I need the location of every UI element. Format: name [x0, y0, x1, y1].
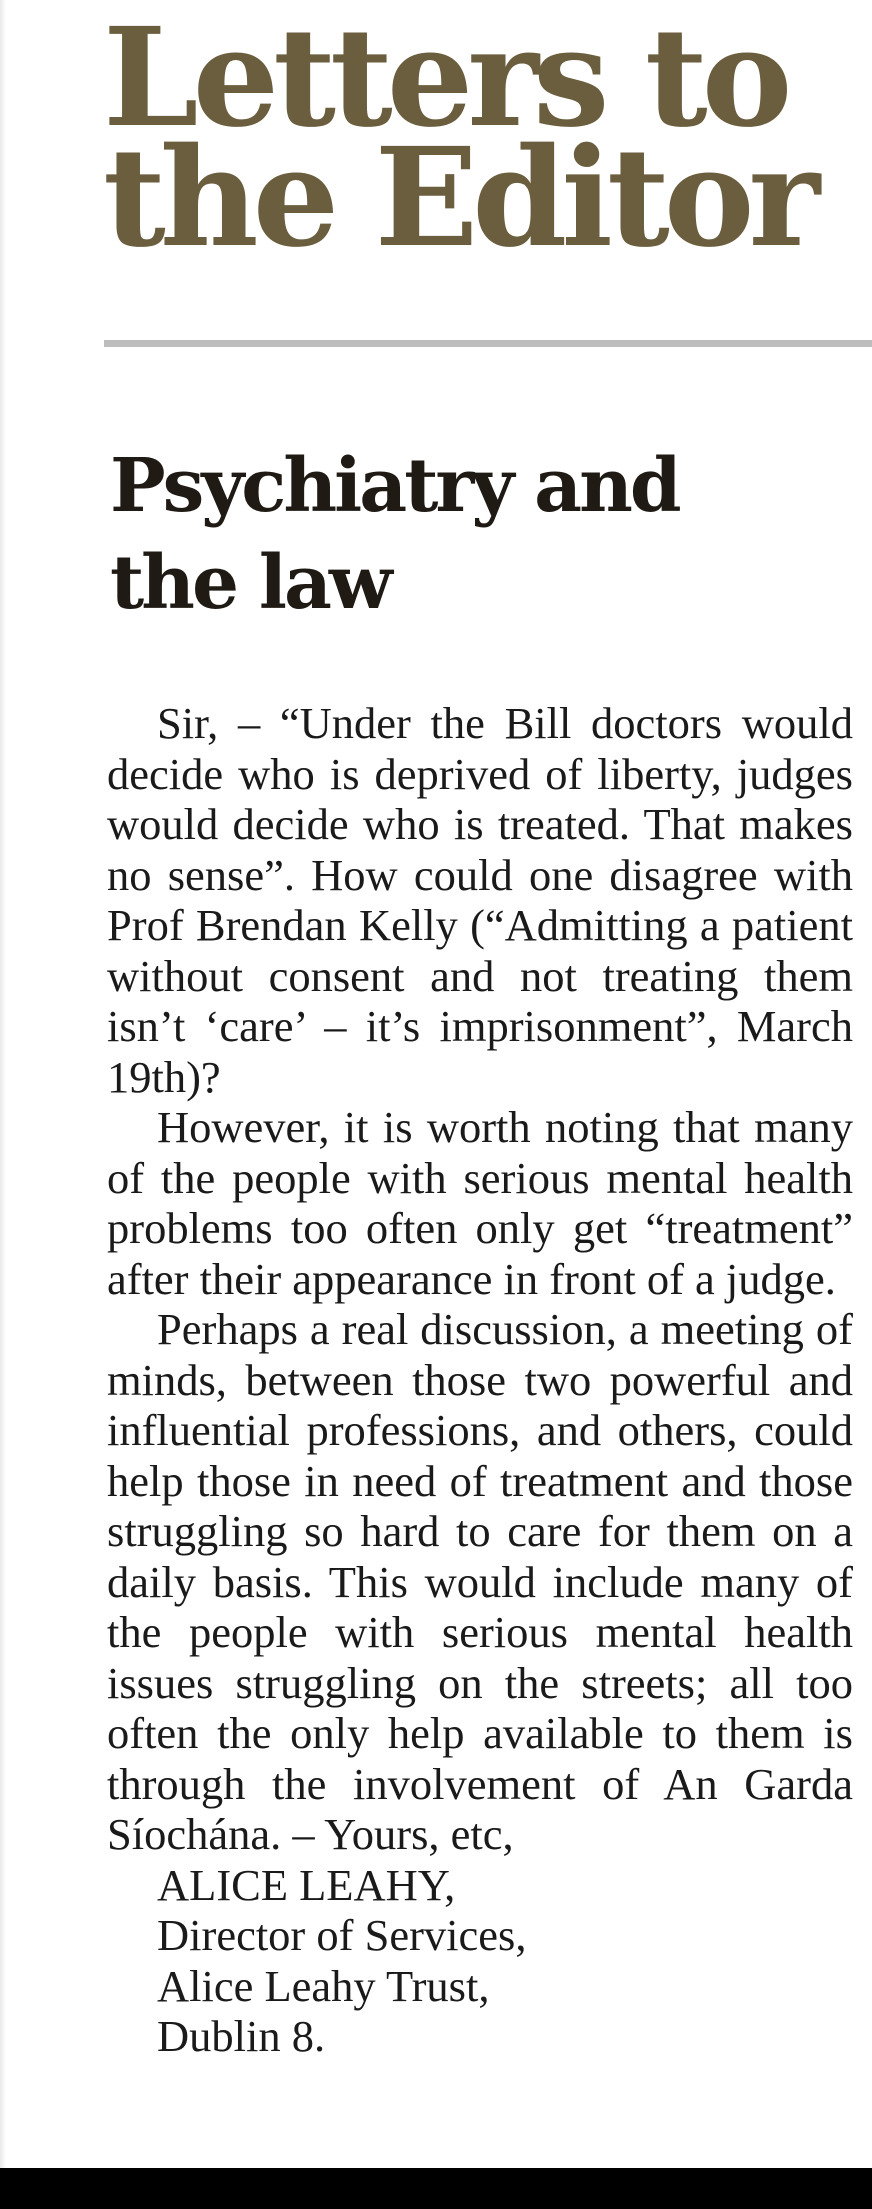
signature-title: Director of Services,: [157, 1910, 527, 1960]
section-divider: [104, 340, 872, 347]
letter-paragraph: However, it is worth noting that many of the people with serious mental health problems too often only get “treatment” after their appearance in front of a judge.: [107, 1102, 853, 1304]
bottom-black-bar: [0, 2168, 872, 2209]
signature-organisation: Alice Leahy Trust,: [157, 1960, 490, 2011]
signature-location: Dublin 8.: [157, 2011, 326, 2061]
signature-name: ALICE LEAHY,: [157, 1859, 456, 1910]
page-edge-shadow: [0, 0, 6, 2168]
signature-block: [107, 1860, 853, 2062]
section-title: Letters to the Editor: [103, 0, 815, 278]
letter-headline: Psychiatry and the law: [110, 443, 679, 626]
letter-body: [107, 698, 853, 2062]
letter-paragraph: Perhaps a real discussion, a meeting of minds, between those two powerful and influential professions, and others, could help those in need of treatment and those struggling so hard to care for them on a daily basis. This would include many of the people with serious mental health issues struggling on the streets; all too often the only help available to them is through the involvement of An Garda Síochána. – Yours, etc,: [107, 1304, 853, 1859]
letter-paragraph: Sir, – “Under the Bill doctors would decide who is deprived of liberty, judges would decide who is treated. That makes no sense”. How could one disagree with Prof Brendan Kelly (“Admitting a patient without consent and not treating them isn’t ‘care’ – it’s imprisonment”, March 19th)?: [107, 698, 853, 1102]
